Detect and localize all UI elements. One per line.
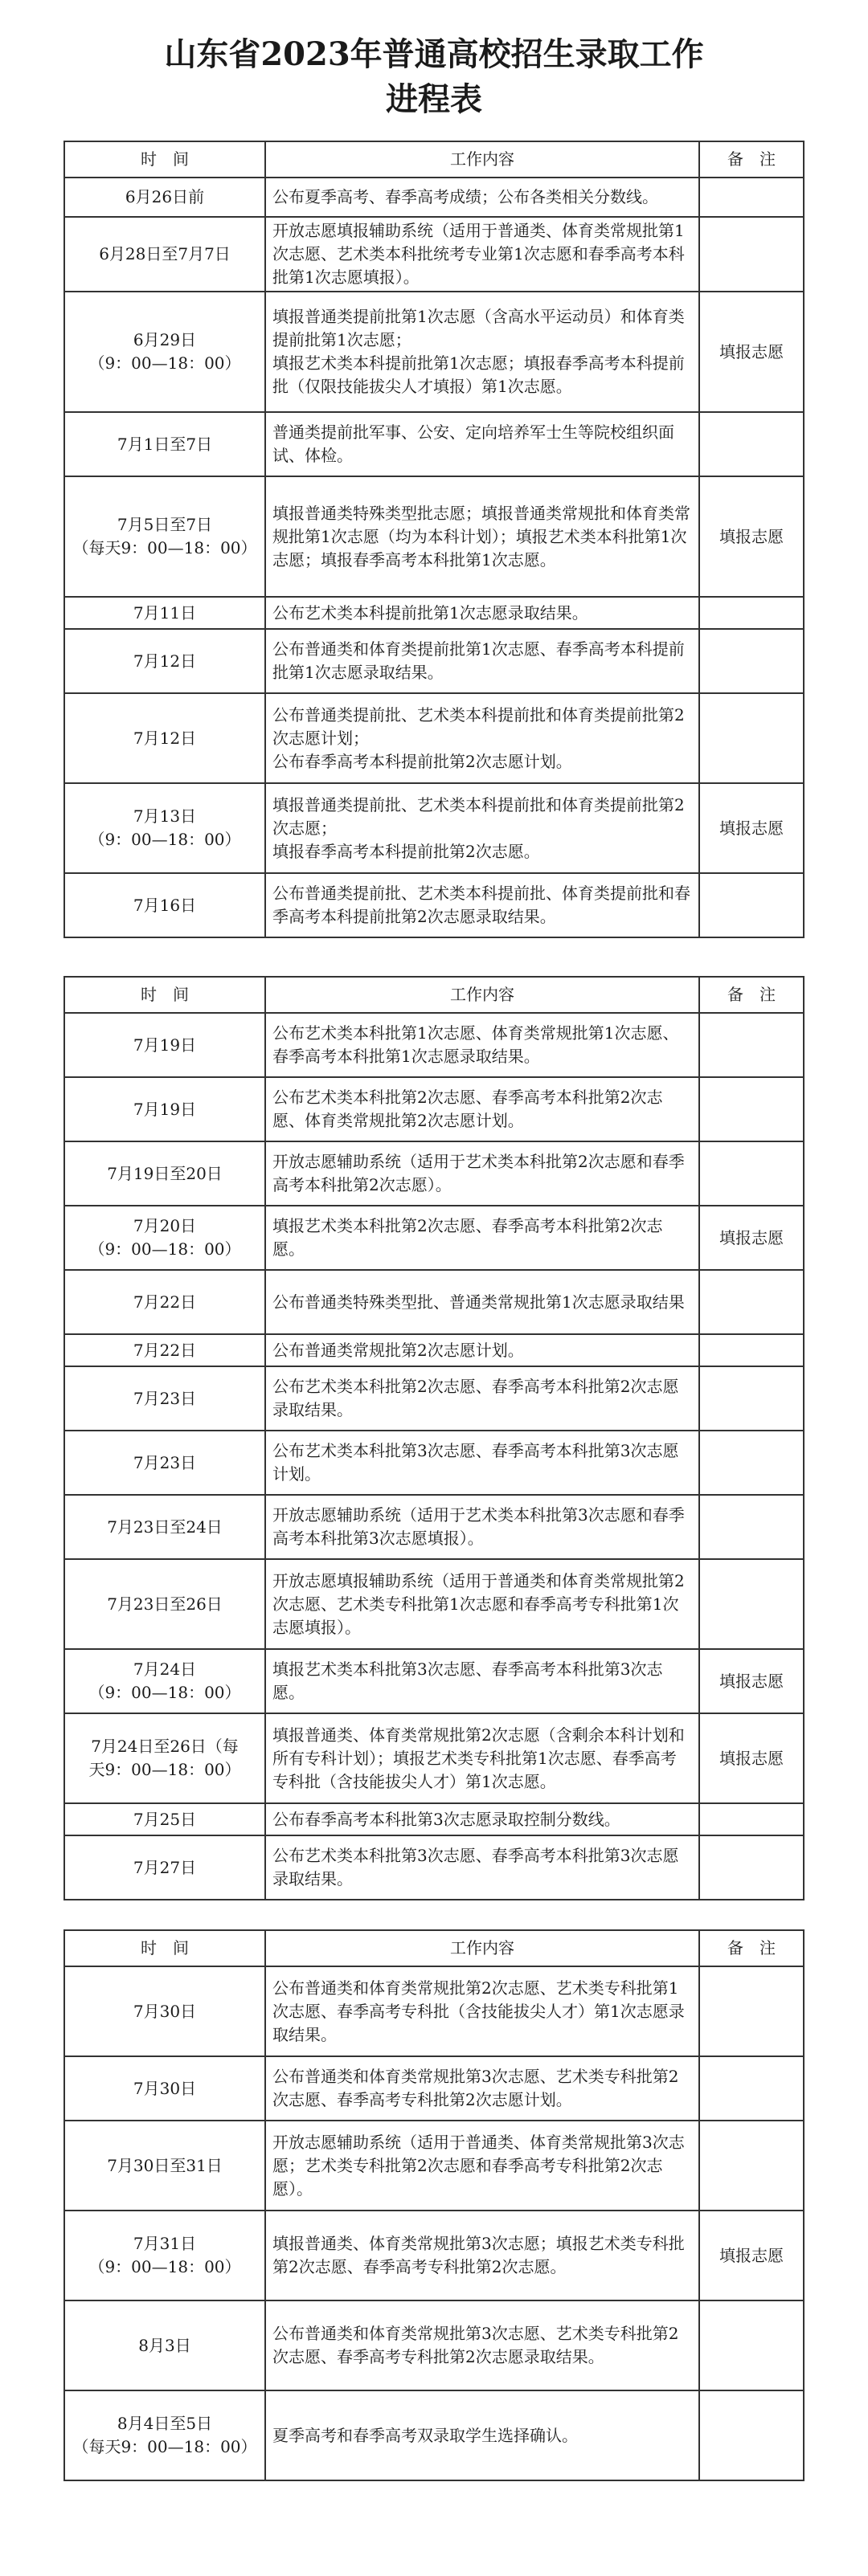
row-time-line: 7月25日 — [133, 1809, 197, 1829]
row-time-line: 7月24日 — [133, 1659, 197, 1679]
row-content: 公布艺术类本科批第3次志愿、春季高考本科批第3次志愿计划。 — [265, 1431, 699, 1495]
row-content: 公布普通类和体育类常规批第3次志愿、艺术类专科批第2次志愿、春季高考专科批第2次志愿录取结果。 — [265, 2300, 699, 2390]
row-time — [64, 2390, 265, 2480]
row-content: 填报普通类、体育类常规批第3次志愿；填报艺术类专科批第2次志愿、春季高考专科批第2次志愿。 — [265, 2211, 699, 2300]
row-time-line: 7月12日 — [133, 651, 197, 671]
title-line-1: 山东省2023年普通高校招生录取工作 — [164, 35, 704, 73]
row-time-line: 7月23日至26日 — [107, 1594, 223, 1614]
row-time — [64, 1835, 265, 1900]
table-row — [64, 1495, 804, 1559]
row-time — [64, 1713, 265, 1803]
row-time — [64, 1649, 265, 1713]
table-row — [64, 1013, 804, 1077]
table-row — [64, 783, 804, 873]
row-time-line: 6月26日前 — [125, 187, 205, 206]
row-time-line: 7月16日 — [133, 895, 197, 915]
row-time-line: 7月24日至26日（每 — [91, 1737, 239, 1756]
row-note: 填报志愿 — [699, 1206, 804, 1270]
table-row — [64, 1206, 804, 1270]
row-note — [699, 1559, 804, 1649]
table-header-row — [64, 977, 804, 1013]
row-time-line: 7月11日 — [133, 602, 197, 623]
row-note — [699, 1270, 804, 1334]
row-note: 填报志愿 — [699, 292, 804, 412]
row-time-line: 7月12日 — [133, 728, 197, 748]
row-content: 公布普通类特殊类型批、普通类常规批第1次志愿录取结果 — [265, 1270, 699, 1334]
table-row — [64, 1334, 804, 1366]
row-content: 公布普通类提前批、艺术类本科提前批和体育类提前批第2次志愿计划； 公布春季高考本科提前批第2次志愿计划。 — [265, 693, 699, 783]
row-time-line: 6月28日至7月7日 — [99, 244, 231, 263]
row-time-line: 7月23日 — [133, 1452, 197, 1472]
row-note: 填报志愿 — [699, 1713, 804, 1803]
row-time — [64, 1141, 265, 1206]
table-row — [64, 412, 804, 476]
row-content: 填报普通类提前批、艺术类本科提前批和体育类提前批第2次志愿； 填报春季高考本科提前批第2次志愿。 — [265, 783, 699, 873]
row-time-line: 7月19日至20日 — [107, 1163, 223, 1183]
row-time — [64, 1334, 265, 1366]
row-time — [64, 178, 265, 217]
row-note — [699, 1366, 804, 1431]
row-time-line: （9：00—18：00） — [88, 1239, 241, 1259]
row-time — [64, 292, 265, 412]
row-time — [64, 2300, 265, 2390]
row-time — [64, 2121, 265, 2211]
row-time — [64, 1559, 265, 1649]
header-content: 工作内容 — [265, 977, 699, 1013]
row-content: 公布艺术类本科批第1次志愿、体育类常规批第1次志愿、春季高考本科批第1次志愿录取结果。 — [265, 1013, 699, 1077]
row-time — [64, 1803, 265, 1835]
row-time-line: （每天9：00—18：00） — [72, 538, 257, 557]
row-time-line: 7月27日 — [133, 1857, 197, 1877]
table-header-row — [64, 1930, 804, 1966]
row-content: 公布艺术类本科批第3次志愿、春季高考本科批第3次志愿录取结果。 — [265, 1835, 699, 1900]
table-row — [64, 178, 804, 217]
row-content: 公布普通类常规批第2次志愿计划。 — [265, 1334, 699, 1366]
table-row — [64, 1559, 804, 1649]
row-note — [699, 1835, 804, 1900]
row-time-line: 7月1日至7日 — [117, 434, 213, 454]
row-time-line: 7月30日 — [133, 2078, 197, 2098]
header-time: 时 间 — [64, 1930, 265, 1966]
row-note — [699, 1431, 804, 1495]
row-note: 填报志愿 — [699, 476, 804, 597]
row-note — [699, 1495, 804, 1559]
row-time — [64, 476, 265, 597]
row-note — [699, 1803, 804, 1835]
table-row — [64, 1649, 804, 1713]
row-content: 开放志愿辅助系统（适用于艺术类本科批第2次志愿和春季高考本科批第2次志愿）。 — [265, 1141, 699, 1206]
row-note — [699, 1077, 804, 1141]
row-content: 公布艺术类本科批第2次志愿、春季高考本科批第2次志愿、体育类常规批第2次志愿计划。 — [265, 1077, 699, 1141]
row-time-line: （每天9：00—18：00） — [72, 2437, 257, 2456]
row-note — [699, 1334, 804, 1366]
row-content: 填报普通类提前批第1次志愿（含高水平运动员）和体育类提前批第1次志愿； 填报艺术类本科提前批第1次志愿；填报春季高考本科提前批（仅限技能拔尖人才填报）第1次志愿。 — [265, 292, 699, 412]
row-time — [64, 597, 265, 629]
header-time: 时 间 — [64, 977, 265, 1013]
row-time — [64, 1206, 265, 1270]
row-time-line: 8月3日 — [138, 2335, 191, 2355]
row-time-line: 6月29日 — [133, 330, 197, 349]
row-note — [699, 2056, 804, 2121]
row-time — [64, 1431, 265, 1495]
row-note: 填报志愿 — [699, 783, 804, 873]
row-time — [64, 2211, 265, 2300]
row-content: 公布艺术类本科批第2次志愿、春季高考本科批第2次志愿录取结果。 — [265, 1366, 699, 1431]
row-content: 公布艺术类本科提前批第1次志愿录取结果。 — [265, 597, 699, 629]
table-row — [64, 1713, 804, 1803]
row-time — [64, 412, 265, 476]
header-note: 备 注 — [699, 141, 804, 178]
table-row — [64, 1835, 804, 1900]
row-time — [64, 217, 265, 292]
row-time-line: （9：00—18：00） — [88, 1683, 241, 1702]
table-row — [64, 1270, 804, 1334]
table-row — [64, 217, 804, 292]
table-row — [64, 2056, 804, 2121]
row-time-line: 7月20日 — [133, 1216, 197, 1235]
row-content: 填报艺术类本科批第2次志愿、春季高考本科批第2次志愿。 — [265, 1206, 699, 1270]
title-line-2: 进程表 — [386, 80, 482, 118]
row-content: 公布夏季高考、春季高考成绩；公布各类相关分数线。 — [265, 178, 699, 217]
header-note: 备 注 — [699, 977, 804, 1013]
table-row — [64, 873, 804, 937]
row-time-line: 7月23日 — [133, 1388, 197, 1408]
row-time-line: （9：00—18：00） — [88, 353, 241, 373]
schedule-table-2 — [63, 976, 805, 1900]
row-content: 夏季高考和春季高考双录取学生选择确认。 — [265, 2390, 699, 2480]
row-content: 开放志愿辅助系统（适用于艺术类本科批第3次志愿和春季高考本科批第3次志愿填报）。 — [265, 1495, 699, 1559]
header-content: 工作内容 — [265, 141, 699, 178]
row-note: 填报志愿 — [699, 2211, 804, 2300]
row-time-line: 7月5日至7日 — [117, 515, 213, 534]
row-time-line: （9：00—18：00） — [88, 2257, 241, 2276]
row-note — [699, 1966, 804, 2056]
row-time — [64, 1966, 265, 2056]
row-note — [699, 597, 804, 629]
table-row — [64, 2390, 804, 2480]
header-content: 工作内容 — [265, 1930, 699, 1966]
table-row — [64, 1077, 804, 1141]
table-row — [64, 1803, 804, 1835]
row-time-line: 7月19日 — [133, 1099, 197, 1119]
row-time — [64, 873, 265, 937]
row-note — [699, 2121, 804, 2211]
row-time-line: 7月19日 — [133, 1035, 197, 1055]
row-content: 公布普通类提前批、艺术类本科提前批、体育类提前批和春季高考本科提前批第2次志愿录取结果。 — [265, 873, 699, 937]
table-row — [64, 693, 804, 783]
table-row — [64, 2211, 804, 2300]
row-note — [699, 2390, 804, 2480]
table-row — [64, 2121, 804, 2211]
row-note — [699, 693, 804, 783]
row-note — [699, 873, 804, 937]
row-time-line: 7月22日 — [133, 1340, 197, 1360]
table-row — [64, 1366, 804, 1431]
row-time — [64, 1366, 265, 1431]
row-note — [699, 412, 804, 476]
table-row — [64, 476, 804, 597]
row-time-line: 7月31日 — [133, 2234, 197, 2253]
row-time — [64, 1495, 265, 1559]
row-content: 公布春季高考本科批第3次志愿录取控制分数线。 — [265, 1803, 699, 1835]
row-time-line: 天9：00—18：00） — [88, 1760, 241, 1779]
header-time: 时 间 — [64, 141, 265, 178]
schedule-table-1 — [63, 141, 805, 938]
table-row — [64, 597, 804, 629]
document-title — [0, 32, 868, 122]
schedule-table-3 — [63, 1929, 805, 2481]
row-note — [699, 2300, 804, 2390]
row-time — [64, 2056, 265, 2121]
row-time-line: 8月4日至5日 — [117, 2414, 213, 2433]
row-time-line: 7月30日至31日 — [107, 2155, 223, 2175]
row-content: 普通类提前批军事、公安、定向培养军士生等院校组织面试、体检。 — [265, 412, 699, 476]
row-note — [699, 1013, 804, 1077]
row-time-line: （9：00—18：00） — [88, 830, 241, 849]
table-row — [64, 1966, 804, 2056]
row-note — [699, 178, 804, 217]
table-row — [64, 1141, 804, 1206]
row-time — [64, 1077, 265, 1141]
row-content: 填报艺术类本科批第3次志愿、春季高考本科批第3次志愿。 — [265, 1649, 699, 1713]
row-note — [699, 1141, 804, 1206]
row-time-line: 7月22日 — [133, 1292, 197, 1312]
row-content: 公布普通类和体育类提前批第1次志愿、春季高考本科提前批第1次志愿录取结果。 — [265, 629, 699, 693]
row-content: 公布普通类和体育类常规批第2次志愿、艺术类专科批第1次志愿、春季高考专科批（含技能拔尖人才）第1次志愿录取结果。 — [265, 1966, 699, 2056]
row-content: 开放志愿辅助系统（适用于普通类、体育类常规批第3次志愿；艺术类专科批第2次志愿和春季高考专科批第2次志愿）。 — [265, 2121, 699, 2211]
row-time-line: 7月13日 — [133, 806, 197, 826]
table-row — [64, 1431, 804, 1495]
row-time — [64, 629, 265, 693]
row-content: 开放志愿填报辅助系统（适用于普通类和体育类常规批第2次志愿、艺术类专科批第1次志愿和春季高考专科批第1次志愿填报）。 — [265, 1559, 699, 1649]
row-time — [64, 693, 265, 783]
row-content: 公布普通类和体育类常规批第3次志愿、艺术类专科批第2次志愿、春季高考专科批第2次志愿计划。 — [265, 2056, 699, 2121]
row-time — [64, 1270, 265, 1334]
table-header-row — [64, 141, 804, 178]
row-time-line: 7月30日 — [133, 2001, 197, 2021]
row-note — [699, 629, 804, 693]
row-time — [64, 1013, 265, 1077]
table-row — [64, 629, 804, 693]
row-content: 填报普通类、体育类常规批第2次志愿（含剩余本科计划和所有专科计划）；填报艺术类专科批第1次志愿、春季高考专科批（含技能拔尖人才）第1次志愿。 — [265, 1713, 699, 1803]
row-content: 开放志愿填报辅助系统（适用于普通类、体育类常规批第1次志愿、艺术类本科批统考专业第1次志愿和春季高考本科批第1次志愿填报）。 — [265, 217, 699, 292]
row-time — [64, 783, 265, 873]
row-note: 填报志愿 — [699, 1649, 804, 1713]
row-content: 填报普通类特殊类型批志愿；填报普通类常规批和体育类常规批第1次志愿（均为本科计划）；填报艺术类本科批第1次志愿；填报春季高考本科批第1次志愿。 — [265, 476, 699, 597]
table-row — [64, 2300, 804, 2390]
table-row — [64, 292, 804, 412]
row-time-line: 7月23日至24日 — [107, 1517, 223, 1537]
header-note: 备 注 — [699, 1930, 804, 1966]
row-note — [699, 217, 804, 292]
